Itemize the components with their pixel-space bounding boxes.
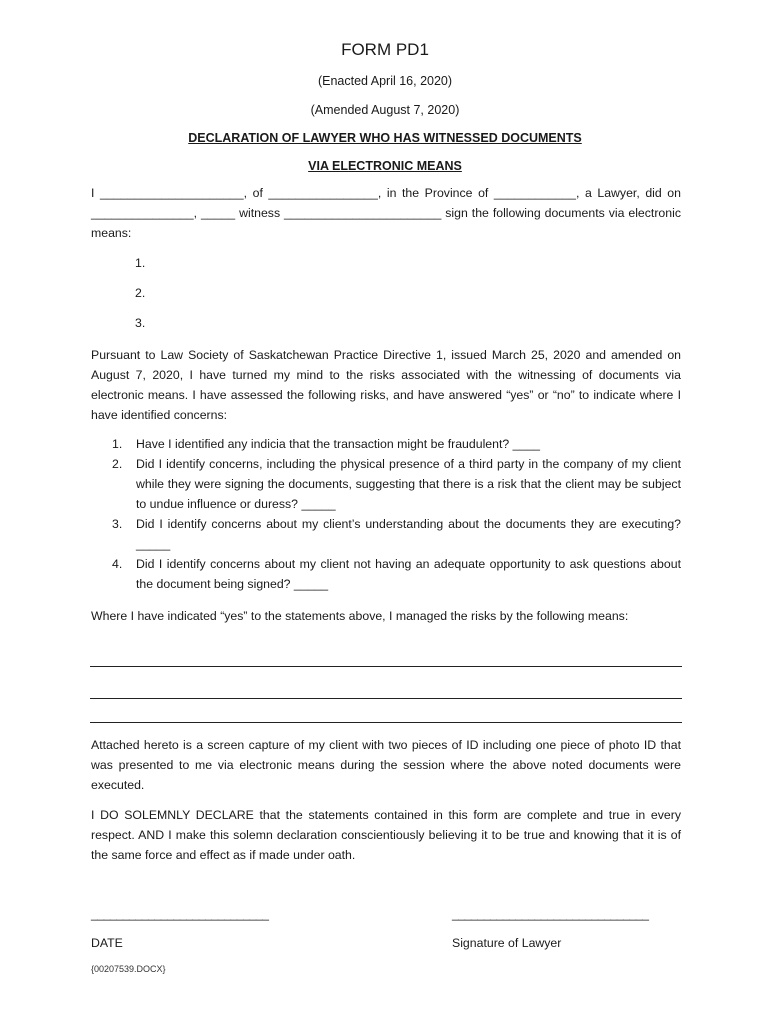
document-item-3: 3.: [135, 316, 146, 330]
declaration-subheading: VIA ELECTRONIC MEANS: [308, 159, 462, 173]
question-text: Have I identified any indicia that the transaction might be fraudulent? ____: [136, 437, 541, 451]
document-item-1: 1.: [135, 256, 146, 270]
question-number: 1.: [112, 437, 123, 451]
signature-line[interactable]: _______________________________: [452, 907, 649, 921]
question-text: Did I identify concerns about my client not having an adequate opportunity to ask questions about the document being signed? _____: [136, 557, 681, 591]
risk-question-4: [91, 554, 681, 594]
risk-question-2: [91, 454, 681, 514]
amended-date: (Amended August 7, 2020): [310, 103, 460, 117]
pursuant-paragraph: Pursuant to Law Society of Saskatchewan Practice Directive 1, issued March 25, 2020 and amended on August 7, 2020, I have turned my mind to the risks associated with the witnessing of documents via electronic means. I have assessed the following risks, and have answered “yes” or “no” to indicate where I have identified concerns:: [91, 348, 681, 422]
solemn-declaration-paragraph: I DO SOLEMNLY DECLARE that the statements contained in this form are complete and true in every respect. AND I make this solemn declaration conscientiously believing it to be true and knowing that it is of the same force and effect as if made under oath.: [91, 808, 681, 862]
intro-paragraph: I _____________________, of ________________, in the Province of ____________, a Lawyer, did on _______________, _____ witness _______________________ sign the following documents via electronic means:: [91, 186, 681, 240]
signature-label: Signature of Lawyer: [452, 936, 562, 950]
question-text: Did I identify concerns about my client’s understanding about the documents they are executing? _____: [136, 517, 681, 551]
date-label: DATE: [91, 936, 123, 950]
risk-question-1: [91, 434, 681, 454]
enacted-date: (Enacted April 16, 2020): [317, 74, 453, 88]
form-title: FORM PD1: [341, 40, 429, 59]
date-line[interactable]: ____________________________: [91, 907, 269, 921]
question-number: 3.: [112, 517, 123, 531]
question-text: Did I identify concerns, including the physical presence of a third party in the company of my client while they were signing the documents, suggesting that there is a risk that the client may be subject to undue influence or duress? _____: [136, 457, 681, 511]
question-number: 4.: [112, 557, 123, 571]
document-reference: {00207539.DOCX}: [91, 964, 166, 974]
risk-questions-list: [91, 434, 681, 594]
answer-line-3[interactable]: [90, 722, 682, 723]
document-item-2: 2.: [135, 286, 146, 300]
attached-paragraph: Attached hereto is a screen capture of my client with two pieces of ID including one piece of photo ID that was presented to me via electronic means during the session where the above noted documents were executed.: [91, 738, 681, 792]
answer-line-1[interactable]: [90, 666, 682, 667]
answer-line-2[interactable]: [90, 698, 682, 699]
risk-question-3: [91, 514, 681, 554]
where-paragraph: Where I have indicated “yes” to the statements above, I managed the risks by the following means:: [91, 609, 629, 623]
declaration-heading: DECLARATION OF LAWYER WHO HAS WITNESSED DOCUMENTS: [188, 131, 582, 145]
question-number: 2.: [112, 457, 123, 471]
